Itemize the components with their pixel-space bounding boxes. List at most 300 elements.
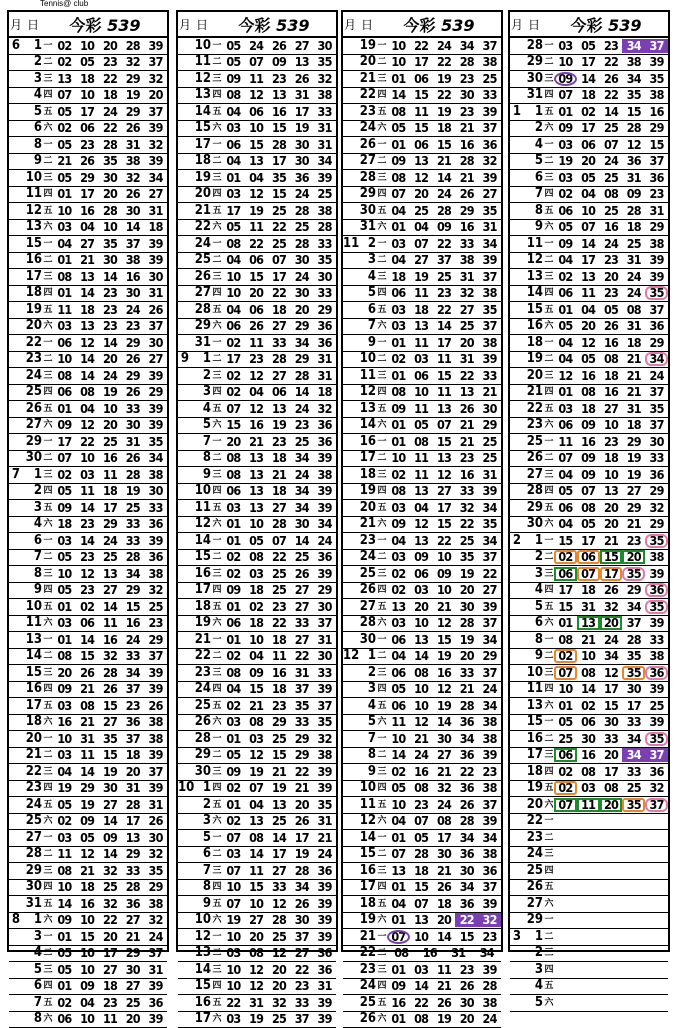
- day-cell: 23: [23, 781, 43, 795]
- number-cell: 08: [76, 385, 99, 399]
- number-cell: 03: [53, 534, 76, 548]
- numbers: [222, 864, 336, 878]
- number-cell: 28: [455, 814, 478, 828]
- weekday-cell: 六: [43, 616, 53, 630]
- number-cell: 09: [53, 501, 76, 515]
- number-cell: 05: [53, 105, 76, 119]
- number-cell: 26: [600, 583, 623, 597]
- number-cell: 39: [645, 55, 668, 69]
- numbers: [53, 435, 167, 449]
- numbers: [222, 336, 336, 350]
- number-cell: 28: [455, 699, 478, 713]
- number-cell: 34: [455, 39, 478, 53]
- number-cell: 05: [387, 781, 410, 795]
- number-cell: 03: [410, 963, 433, 977]
- number-cell: 37: [144, 55, 167, 69]
- number-cell: 39: [313, 1012, 336, 1026]
- number-cell: 06: [554, 567, 577, 581]
- number-cell: 16: [76, 897, 99, 911]
- number-cell: 07: [554, 666, 577, 680]
- number-cell: 07: [387, 187, 410, 201]
- panel-4: [508, 10, 670, 952]
- numbers: [387, 946, 501, 960]
- numbers: [53, 336, 167, 350]
- day-cell: 16: [357, 864, 377, 878]
- numbers: [222, 352, 336, 366]
- numbers: [387, 319, 501, 333]
- weekday-cell: 六: [377, 913, 387, 927]
- numbers: [387, 649, 501, 663]
- month-header: 月: [343, 16, 357, 33]
- draw-row: [343, 104, 501, 121]
- day-cell: 18: [524, 336, 544, 350]
- weekday-cell: 二: [43, 649, 53, 663]
- number-cell: 21: [410, 732, 433, 746]
- weekday-cell: 一: [377, 39, 387, 53]
- number-cell: 15: [433, 435, 456, 449]
- number-cell: 17: [290, 105, 313, 119]
- number-cell: 14: [99, 270, 122, 284]
- weekday-cell: 六: [544, 699, 554, 713]
- number-cell: 25: [268, 237, 291, 251]
- number-cell: 10: [433, 550, 456, 564]
- numbers: [387, 600, 501, 614]
- number-cell: 02: [222, 649, 245, 663]
- number-cell: 05: [554, 484, 577, 498]
- day-cell: 27: [357, 600, 377, 614]
- number-cell: 18: [268, 451, 291, 465]
- number-cell: 18: [577, 583, 600, 597]
- number-cell: 34: [455, 831, 478, 845]
- number-cell: 24: [290, 402, 313, 416]
- numbers: [387, 369, 501, 383]
- draw-row: [9, 385, 167, 402]
- number-cell: 16: [121, 616, 144, 630]
- number-cell: 19: [99, 765, 122, 779]
- weekday-cell: 一: [544, 336, 554, 350]
- weekday-cell: 二: [212, 550, 222, 564]
- numbers: [554, 732, 668, 746]
- number-cell: 09: [76, 979, 99, 993]
- number-cell: 04: [577, 187, 600, 201]
- day-cell: 6: [192, 847, 212, 861]
- number-cell: 07: [433, 418, 456, 432]
- draw-row: [178, 682, 336, 699]
- numbers: [222, 930, 336, 944]
- number-cell: 03: [554, 402, 577, 416]
- number-cell: 38: [478, 996, 501, 1010]
- number-cell: 12: [433, 682, 456, 696]
- number-cell: 11: [433, 352, 456, 366]
- number-cell: 28: [121, 550, 144, 564]
- day-cell: 12: [357, 385, 377, 399]
- number-cell: 35: [622, 88, 645, 102]
- weekday-cell: 三: [212, 864, 222, 878]
- number-cell: 23: [600, 435, 623, 449]
- draw-row: [343, 368, 501, 385]
- number-cell: 19: [410, 270, 433, 284]
- number-cell: 31: [622, 402, 645, 416]
- number-cell: 15: [121, 600, 144, 614]
- number-cell: 03: [387, 501, 410, 515]
- number-cell: 01: [554, 616, 577, 630]
- number-cell: 16: [76, 204, 99, 218]
- draw-row: [178, 55, 336, 72]
- numbers: [222, 39, 336, 53]
- number-cell: 25: [313, 187, 336, 201]
- number-cell: 13: [268, 798, 291, 812]
- day-cell: 18: [23, 715, 43, 729]
- month-cell: 6: [9, 39, 23, 53]
- draw-row: [178, 599, 336, 616]
- numbers: [387, 897, 501, 911]
- number-cell: 09: [387, 154, 410, 168]
- day-cell: 13: [524, 699, 544, 713]
- number-cell: 30: [290, 253, 313, 267]
- day-cell: 23: [357, 963, 377, 977]
- number-cell: 02: [53, 55, 76, 69]
- number-cell: 30: [622, 682, 645, 696]
- number-cell: 22: [433, 303, 456, 317]
- number-cell: 30: [313, 270, 336, 284]
- number-cell: 04: [245, 798, 268, 812]
- number-cell: 04: [245, 385, 268, 399]
- numbers: [554, 352, 668, 366]
- number-cell: 08: [433, 814, 456, 828]
- number-cell: 38: [144, 468, 167, 482]
- draw-row: [343, 286, 501, 303]
- weekday-cell: 四: [212, 385, 222, 399]
- number-cell: 18: [76, 72, 99, 86]
- numbers: [222, 781, 336, 795]
- number-cell: 28: [121, 880, 144, 894]
- numbers: [222, 616, 336, 630]
- number-cell: 03: [387, 237, 410, 251]
- weekday-cell: 二: [377, 847, 387, 861]
- number-cell: 37: [478, 616, 501, 630]
- draw-row: [510, 632, 668, 649]
- number-cell: 34: [478, 237, 501, 251]
- number-cell: 32: [313, 72, 336, 86]
- number-cell: 34: [622, 748, 645, 762]
- weekday-cell: 六: [43, 1012, 53, 1026]
- number-cell: 26: [455, 798, 478, 812]
- number-cell: 25: [622, 781, 645, 795]
- weekday-cell: 五: [377, 105, 387, 119]
- number-cell: 13: [433, 451, 456, 465]
- weekday-cell: 四: [43, 781, 53, 795]
- number-cell: 29: [121, 847, 144, 861]
- number-cell: 39: [313, 913, 336, 927]
- number-cell: 05: [76, 831, 99, 845]
- number-cell: 21: [577, 633, 600, 647]
- number-cell: 37: [290, 682, 313, 696]
- draw-row: [510, 467, 668, 484]
- number-cell: 08: [53, 864, 76, 878]
- numbers: [53, 847, 167, 861]
- number-cell: 04: [387, 253, 410, 267]
- number-cell: 13: [600, 484, 623, 498]
- weekday-cell: 一: [43, 930, 53, 944]
- number-cell: 36: [455, 715, 478, 729]
- month-cell: 7: [9, 468, 23, 482]
- number-cell: 01: [554, 699, 577, 713]
- number-cell: 26: [455, 402, 478, 416]
- number-cell: 20: [245, 930, 268, 944]
- weekday-cell: 一: [377, 237, 387, 251]
- number-cell: 38: [622, 55, 645, 69]
- numbers: [387, 864, 501, 878]
- day-cell: 20: [357, 55, 377, 69]
- number-cell: 39: [144, 418, 167, 432]
- number-cell: 07: [222, 402, 245, 416]
- number-cell: 21: [433, 864, 456, 878]
- number-cell: 33: [313, 105, 336, 119]
- day-cell: 8: [23, 138, 43, 152]
- number-cell: 25: [290, 220, 313, 234]
- weekday-cell: 六: [377, 319, 387, 333]
- day-cell: 15: [357, 847, 377, 861]
- number-cell: 12: [76, 336, 99, 350]
- number-cell: 23: [600, 286, 623, 300]
- numbers: [53, 682, 167, 696]
- number-cell: 13: [410, 154, 433, 168]
- number-cell: 03: [76, 468, 99, 482]
- number-cell: 15: [245, 270, 268, 284]
- numbers: [222, 550, 336, 564]
- numbers: [554, 121, 668, 135]
- number-cell: 01: [387, 831, 410, 845]
- day-cell: 2: [23, 55, 43, 69]
- day-cell: 1: [23, 39, 43, 53]
- number-cell: 02: [53, 121, 76, 135]
- number-cell: 30: [290, 154, 313, 168]
- number-cell: 01: [387, 418, 410, 432]
- number-cell: 14: [433, 171, 456, 185]
- number-cell: 13: [245, 468, 268, 482]
- weekday-cell: 五: [544, 303, 554, 317]
- day-cell: 14: [357, 418, 377, 432]
- day-cell: 4: [23, 517, 43, 531]
- draw-row: [9, 203, 167, 220]
- draw-row: [343, 137, 501, 154]
- number-cell: 28: [121, 798, 144, 812]
- number-cell: 33: [144, 501, 167, 515]
- numbers: [53, 385, 167, 399]
- number-cell: 33: [290, 616, 313, 630]
- day-cell: 17: [192, 1012, 212, 1026]
- draw-row: [510, 929, 668, 946]
- number-cell: 21: [622, 352, 645, 366]
- draw-row: [510, 731, 668, 748]
- numbers: [554, 748, 668, 762]
- weekday-cell: 一: [377, 732, 387, 746]
- numbers: [53, 402, 167, 416]
- numbers: [387, 204, 501, 218]
- numbers: [222, 913, 336, 927]
- number-cell: 14: [290, 385, 313, 399]
- number-cell: 09: [222, 765, 245, 779]
- numbers: [53, 699, 167, 713]
- number-cell: 25: [290, 550, 313, 564]
- number-cell: 11: [268, 649, 291, 663]
- number-cell: 39: [313, 781, 336, 795]
- title-text: 今彩: [239, 16, 271, 35]
- number-cell: 36: [144, 996, 167, 1010]
- number-cell: 24: [433, 187, 456, 201]
- number-cell: 38: [645, 649, 668, 663]
- day-cell: 11: [357, 798, 377, 812]
- rows: [343, 38, 501, 1028]
- weekday-cell: 五: [544, 204, 554, 218]
- number-cell: 28: [99, 138, 122, 152]
- title-text: 今彩: [404, 16, 436, 35]
- number-cell: 29: [645, 484, 668, 498]
- day-cell: 31: [357, 220, 377, 234]
- weekday-cell: 三: [544, 748, 554, 762]
- day-cell: 28: [357, 171, 377, 185]
- number-cell: 14: [76, 633, 99, 647]
- draw-row: [178, 104, 336, 121]
- weekday-cell: 五: [544, 979, 554, 993]
- numbers: [387, 732, 501, 746]
- number-cell: 11: [99, 468, 122, 482]
- number-cell: 10: [53, 352, 76, 366]
- day-cell: 4: [524, 979, 544, 993]
- draw-row: [178, 121, 336, 138]
- number-cell: 24: [645, 369, 668, 383]
- number-cell: 34: [121, 567, 144, 581]
- panel-1: [7, 10, 169, 952]
- weekday-cell: 三: [544, 468, 554, 482]
- weekday-cell: 四: [544, 583, 554, 597]
- number-cell: 22: [433, 88, 456, 102]
- number-cell: 18: [76, 880, 99, 894]
- weekday-cell: 四: [212, 484, 222, 498]
- number-cell: 05: [410, 418, 433, 432]
- number-cell: 10: [222, 286, 245, 300]
- day-cell: 2: [524, 550, 544, 564]
- number-cell: 04: [76, 220, 99, 234]
- number-cell: 09: [245, 666, 268, 680]
- number-cell: 03: [554, 39, 577, 53]
- number-cell: 19: [99, 385, 122, 399]
- number-cell: 16: [645, 105, 668, 119]
- day-cell: 1: [192, 781, 212, 795]
- draw-row: [510, 880, 668, 897]
- numbers: [53, 781, 167, 795]
- number-cell: 19: [433, 699, 456, 713]
- number-cell: 01: [53, 930, 76, 944]
- weekday-cell: 三: [212, 171, 222, 185]
- weekday-cell: 二: [212, 946, 222, 960]
- number-cell: 38: [645, 550, 668, 564]
- draw-row: [343, 731, 501, 748]
- numbers: [222, 286, 336, 300]
- number-cell: 21: [433, 765, 456, 779]
- number-cell: 16: [577, 435, 600, 449]
- day-cell: 28: [357, 616, 377, 630]
- numbers: [387, 831, 501, 845]
- number-cell: 10: [577, 649, 600, 663]
- number-cell: 27: [622, 484, 645, 498]
- number-cell: 14: [76, 369, 99, 383]
- draw-row: [9, 748, 167, 765]
- day-cell: 18: [192, 154, 212, 168]
- numbers: [387, 451, 501, 465]
- day-cell: 20: [524, 369, 544, 383]
- day-cell: 4: [23, 88, 43, 102]
- number-cell: 02: [222, 814, 245, 828]
- number-cell: 12: [76, 418, 99, 432]
- day-cell: 9: [524, 649, 544, 663]
- panel-header: [343, 12, 501, 38]
- number-cell: 31: [144, 798, 167, 812]
- number-cell: 20: [600, 748, 623, 762]
- weekday-cell: 三: [377, 666, 387, 680]
- number-cell: 18: [600, 451, 623, 465]
- draw-row: [9, 88, 167, 105]
- number-cell: 33: [313, 286, 336, 300]
- number-cell: 05: [577, 171, 600, 185]
- day-cell: 29: [192, 748, 212, 762]
- number-cell: 29: [645, 336, 668, 350]
- panel-2: [176, 10, 338, 952]
- weekday-cell: 五: [212, 600, 222, 614]
- weekday-cell: 四: [377, 286, 387, 300]
- number-cell: 01: [222, 798, 245, 812]
- number-cell: 28: [290, 369, 313, 383]
- number-cell: 19: [53, 781, 76, 795]
- day-cell: 16: [192, 996, 212, 1010]
- number-cell: 10: [410, 385, 433, 399]
- number-cell: 32: [600, 600, 623, 614]
- number-cell: 39: [478, 352, 501, 366]
- number-cell: 38: [455, 253, 478, 267]
- number-cell: 18: [577, 402, 600, 416]
- number-cell: 09: [554, 237, 577, 251]
- weekday-cell: 二: [43, 748, 53, 762]
- numbers: [554, 88, 668, 102]
- number-cell: 17: [410, 55, 433, 69]
- number-cell: 25: [600, 204, 623, 218]
- title-number: 539: [107, 16, 140, 35]
- number-cell: 01: [222, 171, 245, 185]
- day-header: 日: [192, 16, 212, 33]
- weekday-cell: 五: [544, 402, 554, 416]
- number-cell: 34: [478, 633, 501, 647]
- numbers: [387, 798, 501, 812]
- draw-row: [510, 71, 668, 88]
- number-cell: 29: [290, 319, 313, 333]
- number-cell: 19: [455, 567, 478, 581]
- number-cell: 18: [144, 220, 167, 234]
- number-cell: 38: [313, 468, 336, 482]
- number-cell: 06: [53, 336, 76, 350]
- month-header: 月: [510, 16, 524, 33]
- number-cell: 21: [245, 699, 268, 713]
- draw-row: [510, 550, 668, 567]
- number-cell: 29: [645, 220, 668, 234]
- number-cell: 30: [455, 996, 478, 1010]
- numbers: [53, 567, 167, 581]
- weekday-cell: 二: [212, 55, 222, 69]
- number-cell: 30: [121, 418, 144, 432]
- weekday-cell: 一: [43, 732, 53, 746]
- number-cell: 27: [121, 913, 144, 927]
- draw-row: [343, 385, 501, 402]
- day-cell: 21: [192, 633, 212, 647]
